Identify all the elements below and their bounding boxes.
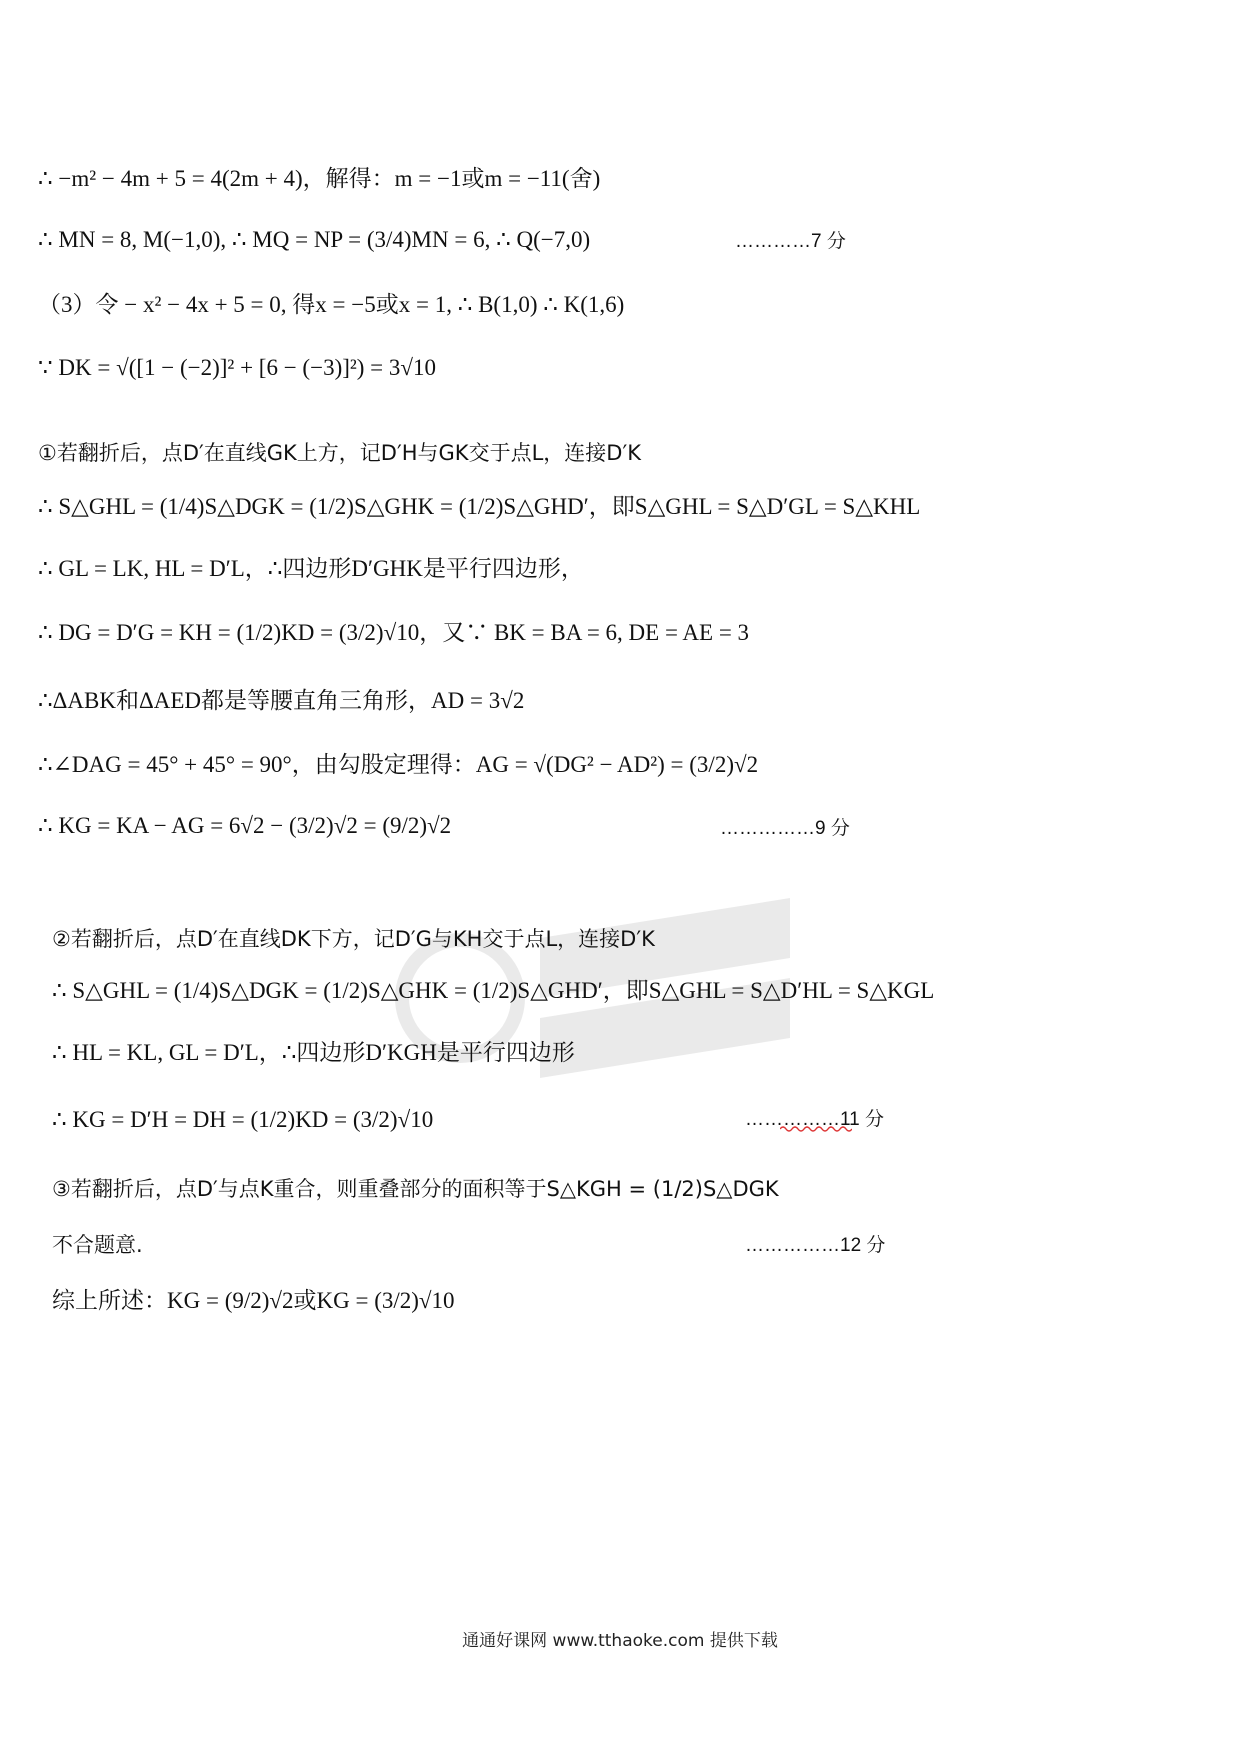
solution-line-13: ∴ S△GHL = (1/4)S△DGK = (1/2)S△GHK = (1/2)S△GHD′，即S△GHL = S△D′HL = S△KGL [52,977,935,1003]
spellcheck-squiggle [780,1125,852,1133]
solution-line-3: （3）令 − x² − 4x + 5 = 0, 得x = −5或x = 1, ∴ B(1,0) ∴ K(1,6) [38,291,625,317]
conclusion-line: 综上所述：KG = (9/2)√2或KG = (3/2)√10 [52,1287,455,1313]
solution-line-1: ∴ −m² − 4m + 5 = 4(2m + 4)，解得：m = −1或m = −11(舍) [38,165,601,191]
solution-line-7: ∴ GL = LK, HL = D′L，∴四边形D′GHK是平行四边形， [38,555,584,581]
score-9: ……………9 分 [720,818,850,839]
score-12: ……………12 分 [745,1235,886,1256]
case-1-heading: ①若翻折后，点D′在直线GK上方，记D′H与GK交于点L，连接D′K [38,441,641,465]
score-7: …………7 分 [735,231,846,252]
not-valid-note: 不合题意. [52,1233,143,1257]
score-11: ……………11 分 [745,1109,885,1130]
solution-line-11: ∴ KG = KA − AG = 6√2 − (3/2)√2 = (9/2)√2 [38,813,452,838]
case-3-heading: ③若翻折后，点D′与点K重合，则重叠部分的面积等于S△KGH = (1/2)S△DGK [52,1177,779,1201]
solution-line-14: ∴ HL = KL, GL = D′L，∴四边形D′KGH是平行四边形 [52,1039,575,1065]
solution-line-8: ∴ DG = D′G = KH = (1/2)KD = (3/2)√10，又∵ BK = BA = 6, DE = AE = 3 [38,619,750,645]
case-2-heading: ②若翻折后，点D′在直线DK下方，记D′G与KH交于点L，连接D′K [52,927,655,951]
solution-line-6: ∴ S△GHL = (1/4)S△DGK = (1/2)S△GHK = (1/2)S△GHD′，即S△GHL = S△D′GL = S△KHL [38,493,921,519]
solution-line-10: ∴∠DAG = 45° + 45° = 90°，由勾股定理得：AG = √(DG² − AD²) = (3/2)√2 [38,751,759,777]
solution-line-15: ∴ KG = D′H = DH = (1/2)KD = (3/2)√10 [52,1107,434,1132]
solution-line-9: ∴ΔABK和ΔAED都是等腰直角三角形，AD = 3√2 [38,687,525,713]
page-footer: 通通好课网 www.tthaoke.com 提供下载 [462,1631,778,1651]
solution-line-4: ∵ DK = √([1 − (−2)]² + [6 − (−3)]²) = 3√10 [38,355,437,380]
solution-line-2: ∴ MN = 8, M(−1,0), ∴ MQ = NP = (3/4)MN = 6, ∴ Q(−7,0) [38,227,591,252]
